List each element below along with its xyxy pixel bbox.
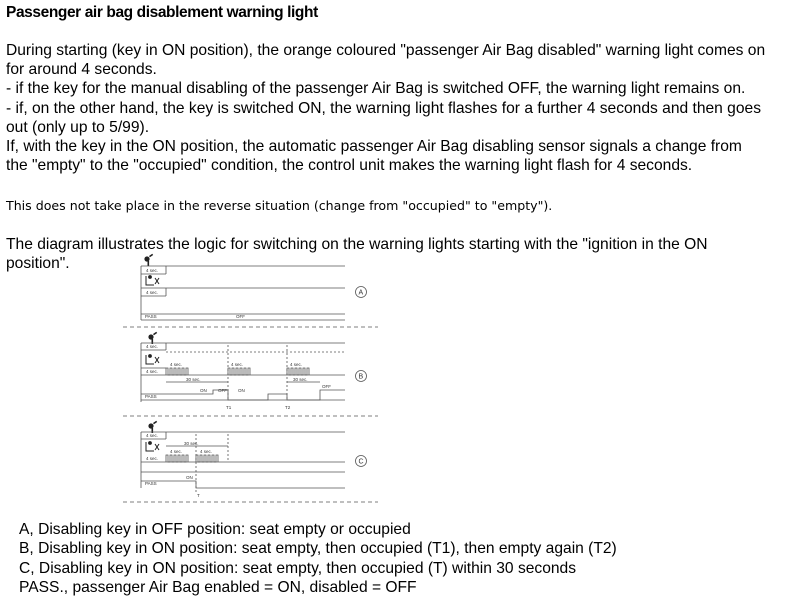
label-b-off1: OFF	[218, 388, 227, 393]
label-b-t1: T1	[226, 405, 232, 410]
flash-segment	[166, 368, 188, 375]
seat-occupant-icon	[146, 355, 159, 364]
paragraph-line: - if the key for the manual disabling of the passenger Air Bag is switched OFF, the warning light remains on.	[6, 80, 746, 98]
panel-b-circle-label: B	[358, 373, 364, 381]
paragraph-line: If, with the key in the ON position, the automatic passenger Air Bag disabling sensor signals a change from	[6, 138, 742, 156]
label-c-row2: 4 sec.	[146, 456, 159, 461]
paragraph-line: out (only up to 5/99).	[6, 118, 150, 136]
flash-segment	[166, 455, 188, 462]
diagram-intro-line: position".	[6, 255, 70, 273]
panel-b	[123, 332, 378, 416]
label-b-on1: ON	[200, 388, 207, 393]
label-b-on2: ON	[238, 388, 245, 393]
diagram-legend	[19, 520, 617, 597]
label-a-off: OFF	[236, 314, 245, 319]
label-a-pass: PASS	[145, 314, 157, 319]
pass-waveform	[141, 481, 345, 488]
label-b-off2: OFF	[322, 384, 331, 389]
label-b-pass: PASS	[145, 394, 157, 399]
label-b-t2: T2	[285, 405, 291, 410]
label-b-flash3: 4 sec.	[290, 362, 303, 367]
label-c-row1: 4 sec.	[146, 433, 159, 438]
legend-item: B, Disabling key in ON position: seat empty, then occupied (T1), then empty again (T2)	[19, 540, 617, 558]
label-c-flash2: 4 sec.	[200, 449, 213, 454]
paragraph-line: the "empty" to the "occupied" condition, the control unit makes the warning light flash for 4 seconds.	[6, 157, 693, 175]
seat-occupant-icon	[146, 442, 159, 451]
ignition-key-icon	[144, 254, 153, 266]
seat-occupant-icon	[146, 276, 159, 285]
paragraph-line: During starting (key in ON position), the orange coloured "passenger Air Bag disabled" warning light comes on	[6, 42, 766, 59]
paragraph-line: - if, on the other hand, the key is switched ON, the warning light flashes for a further 4 seconds and then goes	[6, 99, 761, 117]
panel-c	[123, 421, 378, 502]
flash-segment	[287, 368, 309, 375]
ignition-key-icon	[148, 421, 157, 433]
label-c-flash1: 4 sec.	[170, 449, 183, 454]
diagram-intro-line: The diagram illustrates the logic for switching on the warning lights starting with the "ignition in the ON	[6, 236, 708, 253]
label-b-span2: 30 sec.	[293, 377, 308, 382]
legend-item: PASS., passenger Air Bag enabled = ON, disabled = OFF	[19, 578, 417, 596]
label-b-span1: 30 sec.	[186, 377, 201, 382]
legend-item: A, Disabling key in OFF position: seat empty or occupied	[19, 521, 411, 538]
ignition-key-icon	[148, 332, 157, 344]
panel-a	[123, 254, 378, 327]
page-title: Passenger air bag disablement warning light	[6, 4, 318, 21]
label-a-row1: 4 sec.	[146, 268, 159, 273]
flash-segment	[228, 368, 250, 375]
label-c-pass: PASS	[145, 481, 157, 486]
label-c-on: ON	[186, 475, 193, 480]
label-c-span: 30 sec.	[184, 441, 199, 446]
label-b-flash2: 4 sec.	[231, 362, 244, 367]
reverse-situation-note: This does not take place in the reverse situation (change from "occupied" to "empty").	[6, 198, 553, 213]
label-b-row1: 4 sec.	[146, 344, 159, 349]
panel-c-circle-label: C	[358, 458, 364, 466]
label-c-t: T	[197, 493, 200, 498]
label-b-flash1: 4 sec.	[170, 362, 183, 367]
label-a-row2: 4 sec.	[146, 290, 159, 295]
legend-item: C, Disabling key in ON position: seat empty, then occupied (T) within 30 seconds	[19, 559, 577, 577]
panel-a-circle-label: A	[358, 289, 364, 297]
flash-segment	[196, 455, 218, 462]
paragraph-line: for around 4 seconds.	[6, 61, 157, 79]
label-b-row2: 4 sec.	[146, 369, 159, 374]
